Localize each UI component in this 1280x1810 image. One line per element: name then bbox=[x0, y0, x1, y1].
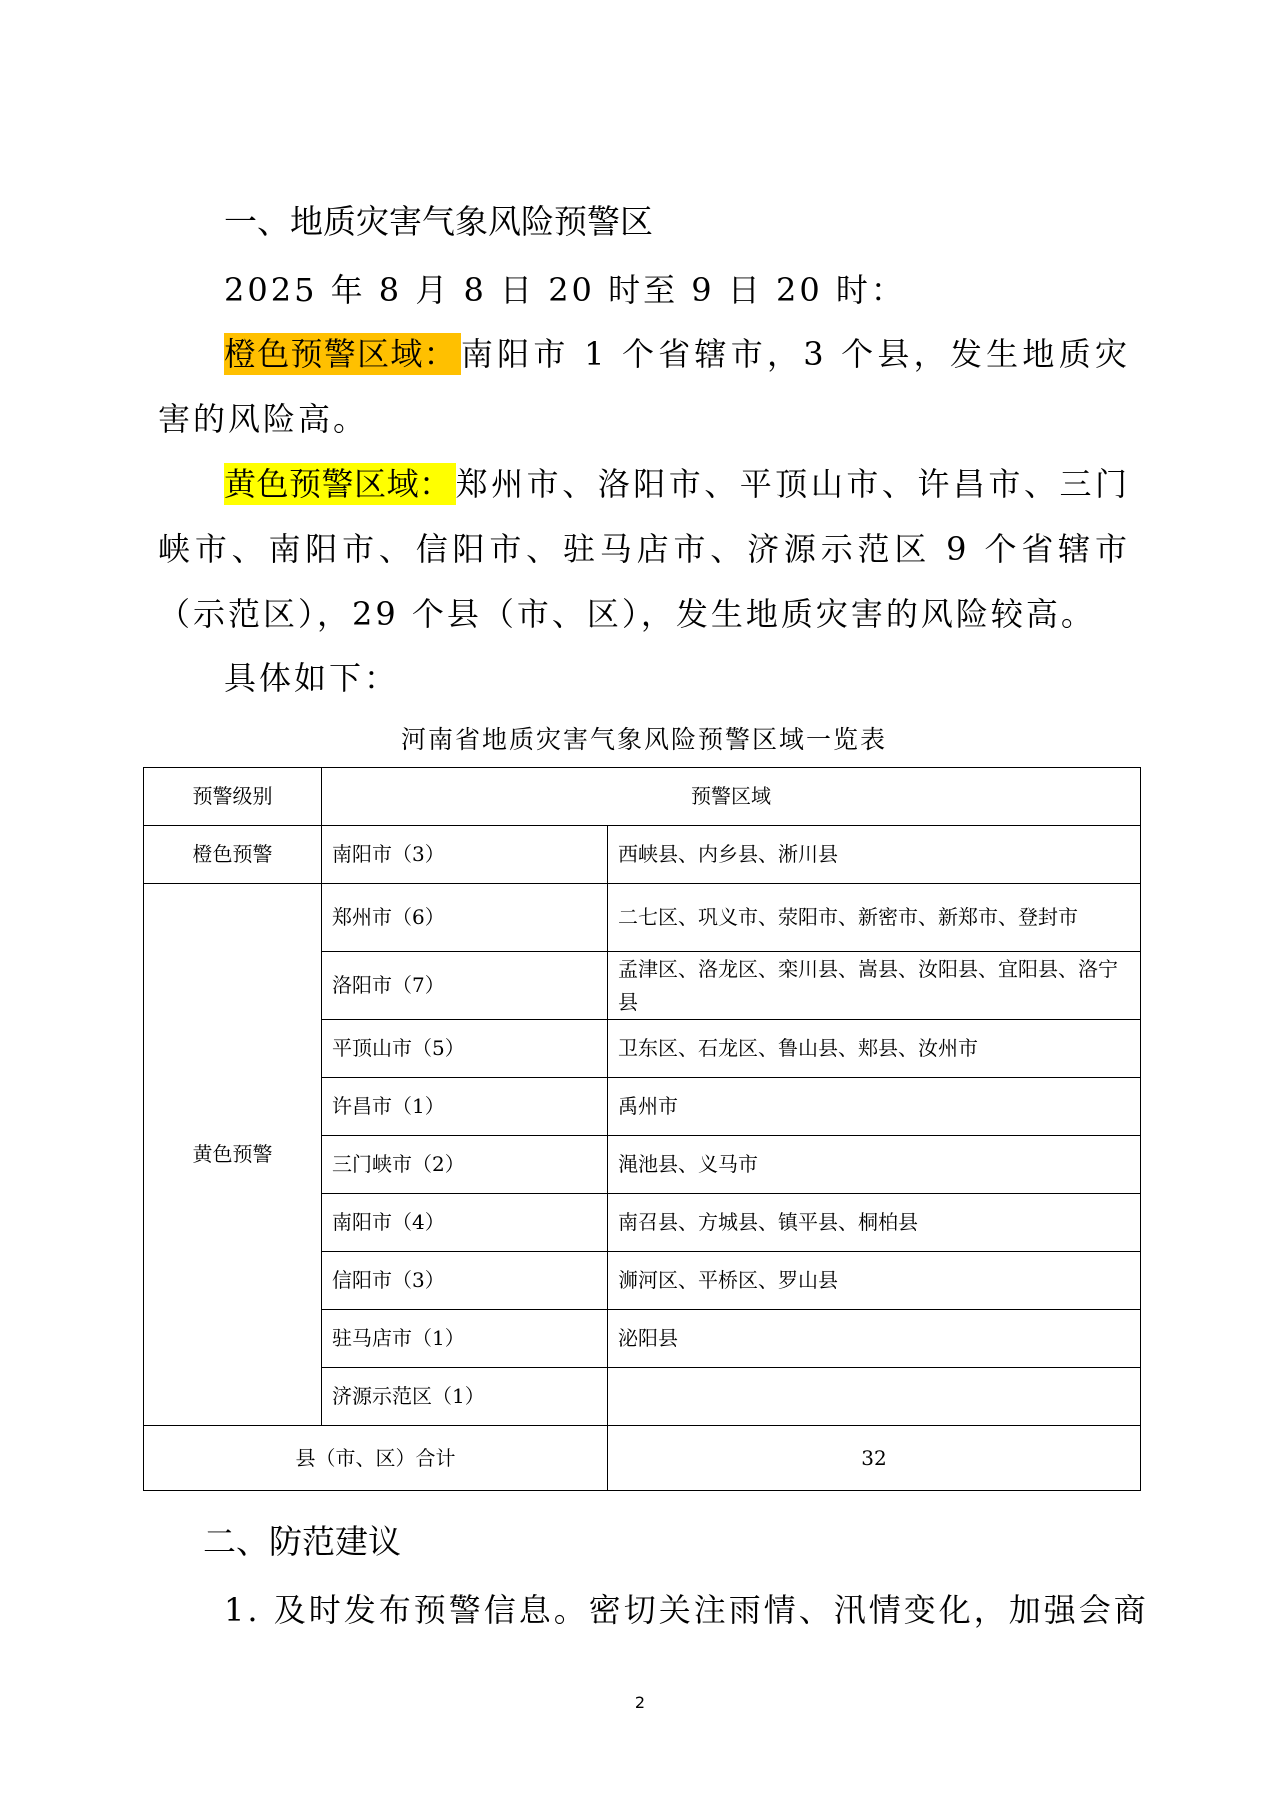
table-title: 河南省地质灾害气象风险预警区域一览表 bbox=[400, 725, 887, 754]
counties-cell: 南召县、方城县、镇平县、桐柏县 bbox=[608, 1194, 1141, 1252]
city-cell: 平顶山市（5） bbox=[322, 1020, 608, 1078]
counties-cell: 二七区、巩义市、荥阳市、新密市、新郑市、登封市 bbox=[608, 884, 1141, 952]
city-cell: 许昌市（1） bbox=[322, 1078, 608, 1136]
warning-area-table bbox=[143, 767, 1141, 1491]
counties-cell: 西峡县、内乡县、淅川县 bbox=[608, 826, 1141, 884]
counties-cell: 卫东区、石龙区、鲁山县、郏县、汝州市 bbox=[608, 1020, 1141, 1078]
section2-heading: 二、防范建议 bbox=[203, 1522, 401, 1561]
yellow-warning-paragraph bbox=[158, 452, 1130, 647]
table-row bbox=[144, 884, 1141, 952]
orange-warning-text: 南阳市 1 个省辖市，3 个县，发生地质灾害的风险高。 bbox=[158, 335, 1130, 438]
total-value-cell: 32 bbox=[608, 1426, 1141, 1491]
city-cell: 三门峡市（2） bbox=[322, 1136, 608, 1194]
table-row bbox=[144, 826, 1141, 884]
orange-warning-label: 橙色预警区域： bbox=[224, 333, 461, 375]
page-number: 2 bbox=[634, 1693, 646, 1712]
counties-cell: 禹州市 bbox=[608, 1078, 1141, 1136]
city-cell: 郑州市（6） bbox=[322, 884, 608, 952]
city-cell: 南阳市（3） bbox=[322, 826, 608, 884]
yellow-warning-label: 黄色预警区域： bbox=[224, 463, 456, 505]
orange-level-cell: 橙色预警 bbox=[144, 826, 322, 884]
city-cell: 济源示范区（1） bbox=[322, 1368, 608, 1426]
orange-warning-paragraph bbox=[158, 322, 1130, 452]
counties-cell: 浉河区、平桥区、罗山县 bbox=[608, 1252, 1141, 1310]
header-area: 预警区域 bbox=[322, 768, 1141, 826]
total-label-cell: 县（市、区）合计 bbox=[144, 1426, 608, 1491]
detail-intro: 具体如下： bbox=[224, 659, 400, 697]
counties-cell: 渑池县、义马市 bbox=[608, 1136, 1141, 1194]
counties-cell: 泌阳县 bbox=[608, 1310, 1141, 1368]
yellow-warning-text: 郑州市、洛阳市、平顶山市、许昌市、三门峡市、南阳市、信阳市、驻马店市、济源示范区 9 个省辖市（示范区），29 个县（市、区），发生地质灾害的风险较高。 bbox=[158, 465, 1130, 633]
table-header-row bbox=[144, 768, 1141, 826]
advice-item-1: 1. 及时发布预警信息。密切关注雨情、汛情变化，加强会商 bbox=[224, 1591, 1149, 1629]
time-range: 2025 年 8 月 8 日 20 时至 9 日 20 时： bbox=[224, 271, 906, 309]
city-cell: 洛阳市（7） bbox=[322, 952, 608, 1020]
yellow-level-cell: 黄色预警 bbox=[144, 884, 322, 1426]
counties-cell: 孟津区、洛龙区、栾川县、嵩县、汝阳县、宜阳县、洛宁县 bbox=[608, 952, 1141, 1020]
city-cell: 驻马店市（1） bbox=[322, 1310, 608, 1368]
header-level: 预警级别 bbox=[144, 768, 322, 826]
section1-heading: 一、地质灾害气象风险预警区 bbox=[224, 202, 653, 241]
table-total-row bbox=[144, 1426, 1141, 1491]
counties-cell bbox=[608, 1368, 1141, 1426]
city-cell: 南阳市（4） bbox=[322, 1194, 608, 1252]
city-cell: 信阳市（3） bbox=[322, 1252, 608, 1310]
